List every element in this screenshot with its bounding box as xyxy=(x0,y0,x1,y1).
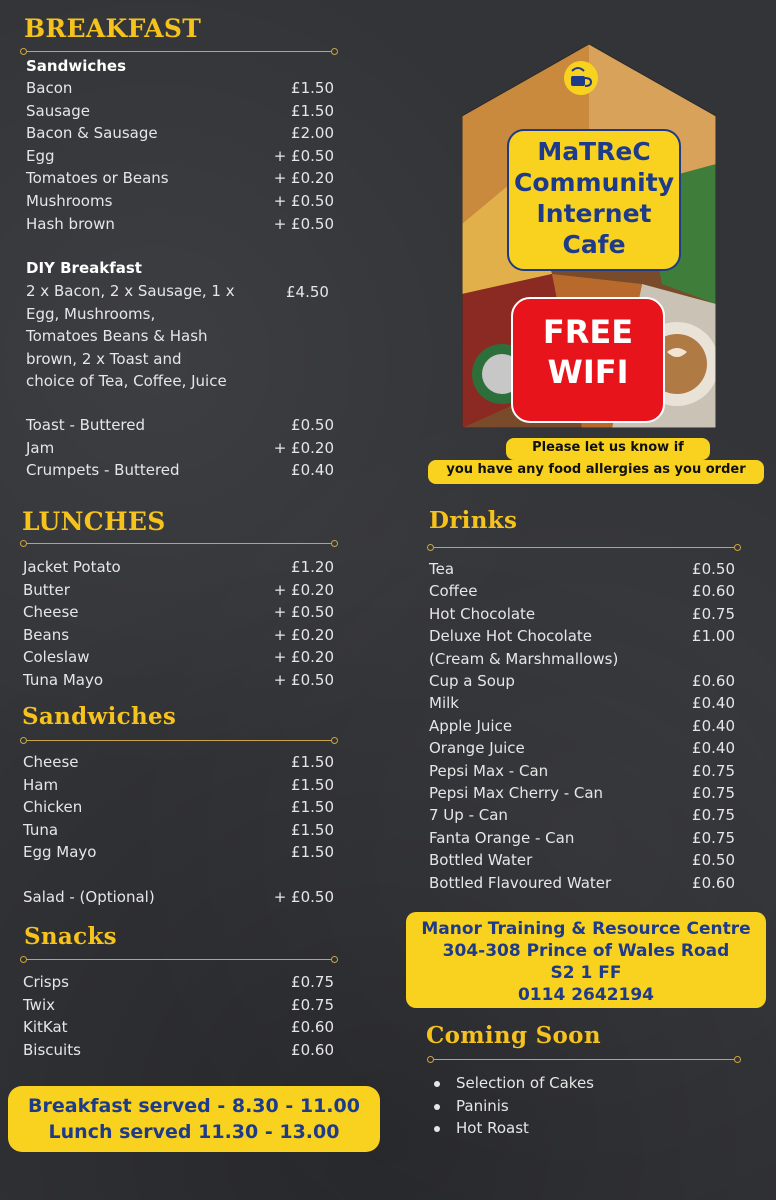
item-name: Pepsi Max - Can xyxy=(429,761,549,780)
item-price: + £0.50 xyxy=(273,146,334,165)
list-item: Hot Roast xyxy=(428,1117,594,1140)
item-name: Egg xyxy=(26,146,55,165)
item-name: Pepsi Max Cherry - Can xyxy=(429,784,604,802)
item-price: £1.50 xyxy=(291,820,334,839)
item-price: £0.75 xyxy=(692,806,735,825)
item-name: Salad - (Optional) xyxy=(23,888,155,906)
lunches-divider xyxy=(26,543,332,544)
phone-number: 0114 2642194 xyxy=(517,985,655,1005)
diy-breakfast-price: £4.50 xyxy=(286,283,329,301)
item-price: £0.75 xyxy=(692,604,735,623)
item-price: + £0.20 xyxy=(273,625,334,644)
diy-breakfast-line: choice of Tea, Coffee, Juice xyxy=(26,372,227,390)
sandwiches-divider xyxy=(26,740,332,741)
drinks-heading: Drinks xyxy=(429,507,518,534)
item-price: + £0.20 xyxy=(273,169,334,188)
item-price: £1.50 xyxy=(291,753,334,771)
item-price: £1.50 xyxy=(291,843,334,862)
item-price: + £0.50 xyxy=(273,888,334,906)
allergy-note-line-1: Please let us know if xyxy=(506,438,710,460)
coming-soon-divider xyxy=(433,1059,735,1060)
item-name: Apple Juice xyxy=(429,716,513,735)
diy-breakfast-line: 2 x Bacon, 2 x Sausage, 1 x xyxy=(26,282,235,300)
item-name: Deluxe Hot Chocolate xyxy=(429,627,593,646)
item-name: Coleslaw xyxy=(23,648,90,667)
item-price: £2.00 xyxy=(291,124,334,143)
item-name: (Cream & Marshmallows) xyxy=(429,649,619,668)
item-price: £0.75 xyxy=(291,973,334,991)
cafe-name-line: Community xyxy=(513,168,675,197)
address-line: 304-308 Prince of Wales Road xyxy=(442,941,730,961)
item-price: + £0.50 xyxy=(273,671,334,689)
address-line: Manor Training & Resource Centre xyxy=(421,919,751,939)
item-name: Jacket Potato xyxy=(23,558,121,576)
item-name: Beans xyxy=(23,625,70,644)
item-price: + £0.50 xyxy=(273,603,334,622)
item-price: £0.40 xyxy=(291,461,334,480)
item-name: Sausage xyxy=(26,101,90,120)
diy-breakfast-line: brown, 2 x Toast and xyxy=(26,349,182,368)
item-name: Crisps xyxy=(23,973,69,991)
item-name: Hash brown xyxy=(26,214,115,233)
cafe-name-line: MaTReC xyxy=(537,137,651,166)
item-name: Cheese xyxy=(23,603,79,622)
item-name: Jam xyxy=(26,438,55,457)
coming-soon-list xyxy=(428,1072,594,1140)
breakfast-hours: Breakfast served - 8.30 - 11.00 xyxy=(28,1095,360,1117)
item-name: Toast - Buttered xyxy=(26,416,146,434)
service-hours-box xyxy=(8,1086,380,1152)
item-name: Bacon & Sausage xyxy=(26,124,158,143)
cafe-name-line: Internet xyxy=(536,199,652,228)
item-price: + £0.20 xyxy=(273,580,334,599)
diy-breakfast-line: Egg, Mushrooms, xyxy=(26,304,156,323)
item-name: Bacon xyxy=(26,79,73,97)
snacks-heading: Snacks xyxy=(24,923,117,950)
item-price: £0.50 xyxy=(692,851,735,870)
item-name: Bottled Water xyxy=(429,851,533,870)
item-price: £0.40 xyxy=(692,739,735,758)
item-price: + £0.20 xyxy=(273,648,334,667)
badge-line: FREE xyxy=(542,313,634,351)
diy-breakfast-subheading: DIY Breakfast xyxy=(26,259,142,277)
badge-line: WIFI xyxy=(547,353,629,391)
item-price: £1.00 xyxy=(692,627,735,646)
item-name: Crumpets - Buttered xyxy=(26,461,180,480)
item-name: Bottled Flavoured Water xyxy=(429,873,612,892)
sandwiches-heading: Sandwiches xyxy=(22,703,177,730)
item-price: £1.50 xyxy=(291,775,334,794)
breakfast-divider xyxy=(26,51,332,52)
item-name: Coffee xyxy=(429,582,478,601)
lunches-heading: LUNCHES xyxy=(22,507,166,536)
drinks-divider xyxy=(433,547,735,548)
item-price: £1.50 xyxy=(291,79,334,97)
item-name: Egg Mayo xyxy=(23,843,97,862)
list-item: Selection of Cakes xyxy=(428,1072,594,1095)
item-name: Cheese xyxy=(23,753,79,771)
item-name: Tuna Mayo xyxy=(23,671,104,689)
cafe-name-line: Cafe xyxy=(562,230,626,259)
list-item: Paninis xyxy=(428,1095,594,1118)
item-name: Mushrooms xyxy=(26,192,113,210)
item-name: Chicken xyxy=(23,798,83,817)
item-price: £0.60 xyxy=(692,873,735,892)
item-price: + £0.50 xyxy=(273,192,334,210)
item-price: £0.40 xyxy=(692,694,735,713)
item-name: Twix xyxy=(23,995,55,1014)
address-box xyxy=(406,912,766,1008)
cafe-name xyxy=(508,136,680,260)
item-name: Biscuits xyxy=(23,1040,81,1059)
item-name: Cup a Soup xyxy=(429,672,515,690)
item-name: Hot Chocolate xyxy=(429,604,536,623)
item-name: Butter xyxy=(23,580,70,599)
item-name: Orange Juice xyxy=(429,739,525,758)
item-price: £1.20 xyxy=(291,558,334,576)
item-name: Tea xyxy=(429,560,455,578)
cafe-logo xyxy=(462,44,716,428)
item-price: £0.60 xyxy=(291,1040,334,1059)
item-price: £0.60 xyxy=(692,672,735,690)
item-price: £0.40 xyxy=(692,716,735,735)
allergy-note-line-2: you have any food allergies as you order xyxy=(428,460,764,484)
free-wifi-badge xyxy=(512,312,664,392)
item-price: £0.75 xyxy=(291,995,334,1014)
item-name: KitKat xyxy=(23,1018,68,1037)
item-price: £0.50 xyxy=(692,560,735,578)
item-price: + £0.50 xyxy=(273,214,334,233)
item-price: + £0.20 xyxy=(273,438,334,457)
snacks-divider xyxy=(26,959,332,960)
breakfast-heading: BREAKFAST xyxy=(24,14,202,43)
item-name: Fanta Orange - Can xyxy=(429,828,575,847)
diy-breakfast-description xyxy=(26,280,276,393)
item-price: £0.60 xyxy=(291,1018,334,1037)
address-line: S2 1 FF xyxy=(550,963,622,983)
item-price: £0.60 xyxy=(692,582,735,601)
coming-soon-heading: Coming Soon xyxy=(426,1022,601,1049)
item-price: £0.50 xyxy=(291,416,334,434)
item-price: £0.75 xyxy=(692,761,735,780)
item-name: Milk xyxy=(429,694,459,713)
item-price: £1.50 xyxy=(291,798,334,817)
lunch-hours: Lunch served 11.30 - 13.00 xyxy=(48,1121,340,1143)
diy-breakfast-line: Tomatoes Beans & Hash xyxy=(26,327,208,345)
item-price: £1.50 xyxy=(291,101,334,120)
item-name: Tuna xyxy=(23,820,59,839)
item-name: Tomatoes or Beans xyxy=(26,169,169,188)
item-name: 7 Up - Can xyxy=(429,806,508,825)
item-name: Ham xyxy=(23,775,59,794)
item-price: £0.75 xyxy=(692,784,735,802)
item-price: £0.75 xyxy=(692,828,735,847)
breakfast-sandwiches-subheading: Sandwiches xyxy=(26,57,127,75)
